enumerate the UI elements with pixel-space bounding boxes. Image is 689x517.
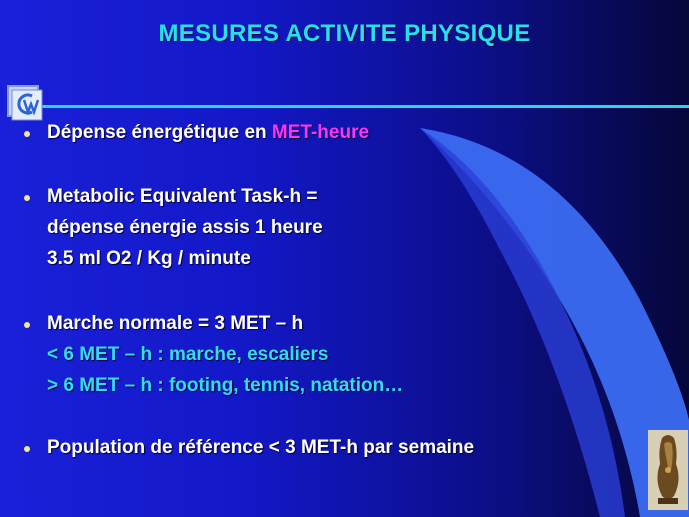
bullet-2-line-2: dépense énergie assis 1 heure: [47, 217, 323, 238]
bullet-4-text: Population de référence < 3 MET-h par semaine: [47, 437, 475, 458]
logo-icon: [6, 84, 44, 122]
vase-image: [648, 430, 688, 510]
bullet-text: [47, 122, 369, 144]
bullet-dot: [24, 131, 30, 137]
bullet-dot: [24, 322, 30, 328]
bullet-dot: [24, 195, 30, 201]
bullet-2-line-3: 3.5 ml O2 / Kg / minute: [47, 248, 251, 269]
bullet-2-line-1: Metabolic Equivalent Task-h =: [47, 186, 318, 207]
bullet-3-sub-2: > 6 MET – h : footing, tennis, natation…: [47, 375, 404, 396]
bullet-dot: [24, 446, 30, 452]
met-heure-highlight: MET-heure: [271, 122, 370, 143]
bullet-1-text: Dépense énergétique en: [47, 122, 272, 143]
slide-title: MESURES ACTIVITE PHYSIQUE: [158, 20, 531, 47]
bullet-3-text: Marche normale = 3 MET – h: [47, 313, 304, 334]
bullet-3-sub-1: < 6 MET – h : marche, escaliers: [47, 344, 329, 365]
title-divider: [20, 105, 689, 108]
